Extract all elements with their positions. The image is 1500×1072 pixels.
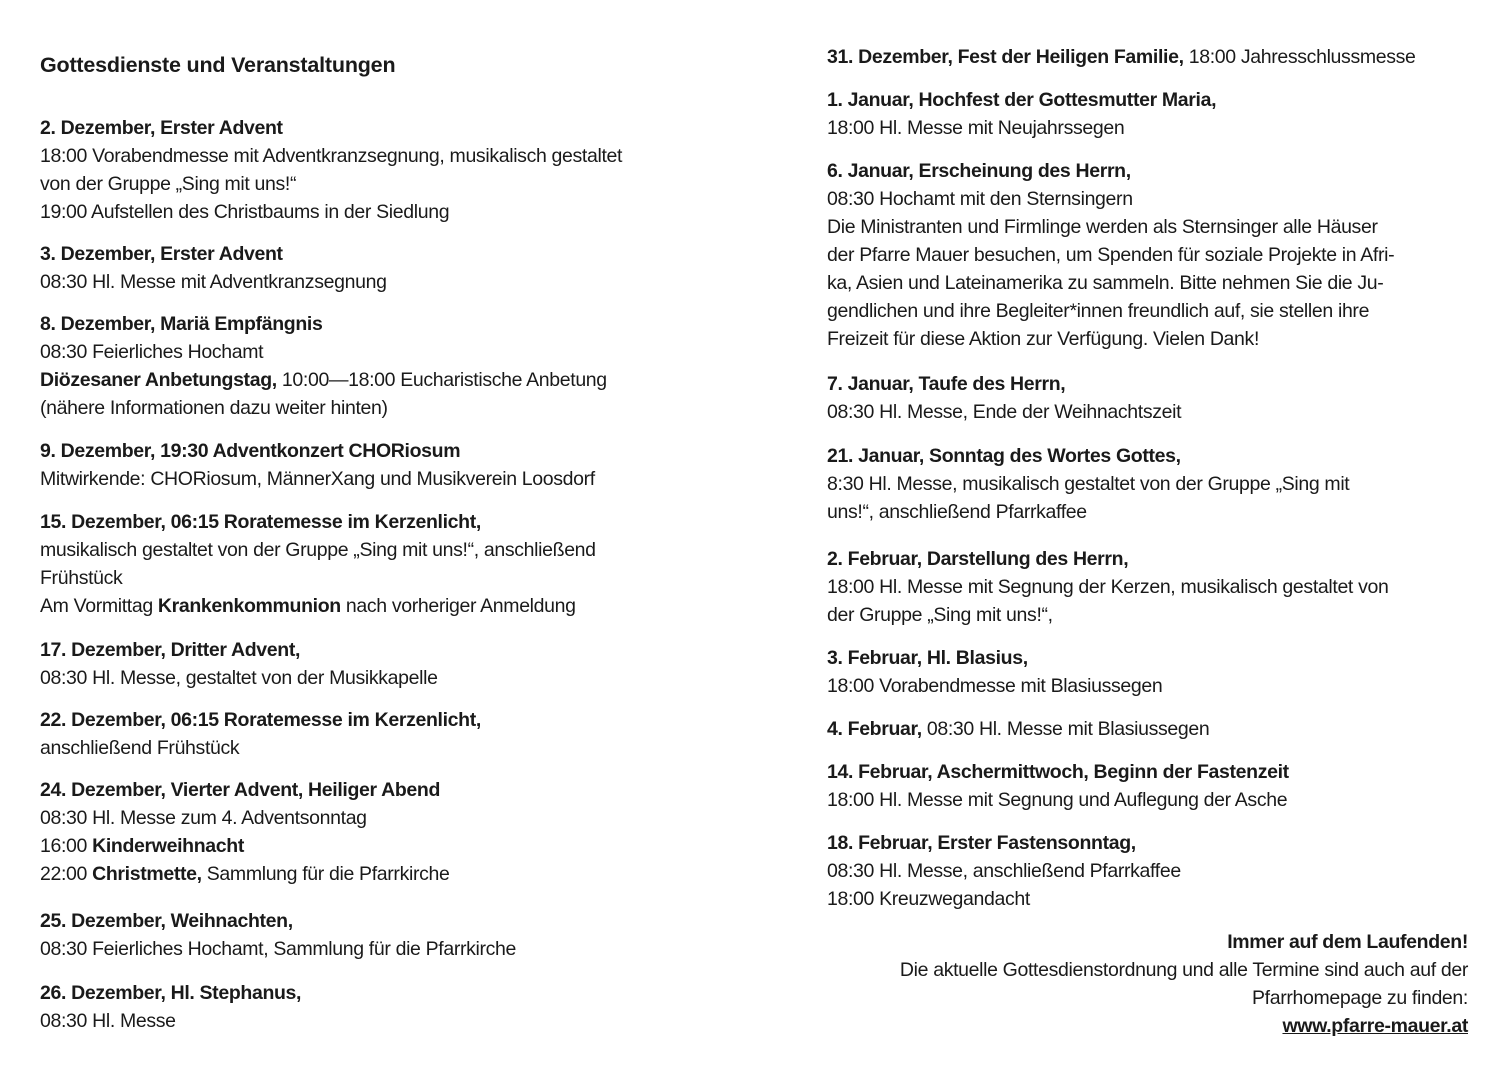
bold-text: 6. Januar, Erscheinung des Herrn, <box>827 160 1131 182</box>
bold-text: 8. Dezember, Mariä Empfängnis <box>40 313 323 335</box>
text: 18:00 Hl. Messe mit Segnung und Auflegung der Asche <box>827 789 1288 811</box>
event-heading <box>40 776 440 804</box>
event-detail <box>827 885 1030 913</box>
text: 22:00 <box>40 863 93 885</box>
bold-text: 24. Dezember, Vierter Advent, Heiliger Abend <box>40 779 441 801</box>
event-detail <box>40 860 449 888</box>
text: 08:30 Hl. Messe <box>40 1010 176 1032</box>
text: 08:30 Hl. Messe mit Adventkranzsegnung <box>40 271 387 293</box>
event-heading <box>827 715 1209 743</box>
bold-text: 21. Januar, Sonntag des Wortes Gottes, <box>827 445 1181 467</box>
text: der Gruppe „Sing mit uns!“, <box>827 604 1053 626</box>
text: 10:00—18:00 Eucharistische Anbetung <box>276 369 607 391</box>
text: 08:30 Hl. Messe zum 4. Adventsonntag <box>40 807 367 829</box>
bold-text: 14. Februar, Aschermittwoch, Beginn der Fastenzeit <box>827 761 1289 783</box>
text: von der Gruppe „Sing mit uns!“ <box>40 173 297 195</box>
bold-text: 26. Dezember, Hl. Stephanus, <box>40 982 302 1004</box>
event-detail <box>827 114 1124 142</box>
text: (nähere Informationen dazu weiter hinten) <box>40 397 388 419</box>
text: 08:30 Feierliches Hochamt, Sammlung für die Pfarrkirche <box>40 938 517 960</box>
text: uns!“, anschließend Pfarrkaffee <box>827 501 1087 523</box>
bold-text: 31. Dezember, Fest der Heiligen Familie, <box>827 46 1184 68</box>
event-detail <box>827 601 1053 629</box>
page-title: Gottesdienste und Veranstaltungen <box>40 53 396 77</box>
event-detail <box>827 269 1383 297</box>
text: der Pfarre Mauer besuchen, um Spenden für soziale Projekte in Afri- <box>827 244 1395 266</box>
bold-text: 7. Januar, Taufe des Herrn, <box>827 373 1066 395</box>
bold-text: Christmette, <box>92 863 202 885</box>
bold-text: 22. Dezember, 06:15 Roratemesse im Kerzenlicht, <box>40 709 481 731</box>
event-heading <box>827 157 1131 185</box>
event-detail <box>40 734 239 762</box>
event-heading <box>40 310 322 338</box>
event-heading <box>827 545 1128 573</box>
text: 8:30 Hl. Messe, musikalisch gestaltet von der Gruppe „Sing mit <box>827 473 1350 495</box>
event-detail <box>40 935 516 963</box>
homepage-link[interactable]: www.pfarre-mauer.at <box>1282 1015 1468 1037</box>
text: 18:00 Jahresschlussmesse <box>1183 46 1416 68</box>
text: ka, Asien und Lateinamerika zu sammeln. Bitte nehmen Sie die Ju- <box>827 272 1384 294</box>
bold-text: 2. Dezember, Erster Advent <box>40 117 283 139</box>
event-detail <box>40 832 244 860</box>
text: 18:00 Kreuzwegandacht <box>827 888 1030 910</box>
event-detail <box>827 786 1287 814</box>
footer-notice <box>900 928 1468 1040</box>
text: 19:00 Aufstellen des Christbaums in der Siedlung <box>40 201 450 223</box>
bold-text: Kinderweihnacht <box>92 835 244 857</box>
event-heading <box>40 907 293 935</box>
event-detail <box>40 592 576 620</box>
event-heading <box>827 86 1216 114</box>
event-detail <box>827 498 1087 526</box>
event-heading <box>40 636 300 664</box>
text: 18:00 Vorabendmesse mit Adventkranzsegnung, musikalisch gestaltet <box>40 145 623 167</box>
event-detail <box>827 213 1378 241</box>
event-detail <box>40 338 263 366</box>
event-heading <box>827 829 1136 857</box>
text: 08:30 Hl. Messe, gestaltet von der Musikkapelle <box>40 667 438 689</box>
text: gendlichen und ihre Begleiter*innen freundlich auf, sie stellen ihre <box>827 300 1370 322</box>
footer-text-line-1: Die aktuelle Gottesdienstordnung und alle Termine sind auch auf der <box>899 959 1468 981</box>
bold-text: 3. Februar, Hl. Blasius, <box>827 647 1028 669</box>
text: 08:30 Hl. Messe mit Blasiussegen <box>921 718 1210 740</box>
text: anschließend Frühstück <box>40 737 240 759</box>
text: Sammlung für die Pfarrkirche <box>201 863 450 885</box>
footer-heading: Immer auf dem Laufenden! <box>1227 931 1468 953</box>
footer-text-line-2: Pfarrhomepage zu finden: <box>1252 987 1468 1009</box>
text: 08:30 Feierliches Hochamt <box>40 341 264 363</box>
bold-text: 15. Dezember, 06:15 Roratemesse im Kerzenlicht, <box>40 511 481 533</box>
event-detail <box>827 470 1349 498</box>
event-heading <box>40 706 481 734</box>
bold-text: 17. Dezember, Dritter Advent, <box>40 639 301 661</box>
event-detail <box>827 573 1388 601</box>
text: 18:00 Hl. Messe mit Neujahrssegen <box>827 117 1125 139</box>
event-detail <box>827 241 1394 269</box>
event-detail <box>827 857 1181 885</box>
event-heading <box>40 240 283 268</box>
text: nach vorheriger Anmeldung <box>340 595 576 617</box>
text: 08:30 Hl. Messe, anschließend Pfarrkaffee <box>827 860 1181 882</box>
bold-text: 3. Dezember, Erster Advent <box>40 243 283 265</box>
event-detail <box>827 185 1133 213</box>
bold-text: Diözesaner Anbetungstag, <box>40 369 277 391</box>
text: 16:00 <box>40 835 93 857</box>
event-heading <box>827 43 1416 71</box>
bold-text: 1. Januar, Hochfest der Gottesmutter Maria, <box>827 89 1217 111</box>
event-detail <box>827 398 1181 426</box>
event-detail <box>40 536 596 564</box>
text: Die Ministranten und Firmlinge werden als Sternsinger alle Häuser <box>827 216 1378 238</box>
text: Frühstück <box>40 567 123 589</box>
event-detail <box>40 564 122 592</box>
event-heading <box>40 508 481 536</box>
event-detail <box>40 1007 176 1035</box>
text: 08:30 Hl. Messe, Ende der Weihnachtszeit <box>827 401 1182 423</box>
event-detail <box>40 268 387 296</box>
event-heading <box>827 370 1065 398</box>
text: Am Vormittag <box>40 595 158 617</box>
event-heading <box>40 114 283 142</box>
event-detail <box>40 142 622 170</box>
bold-text: 25. Dezember, Weihnachten, <box>40 910 293 932</box>
text: Mitwirkende: CHORiosum, MännerXang und Musikverein Loosdorf <box>40 468 595 490</box>
text: 08:30 Hochamt mit den Sternsingern <box>827 188 1133 210</box>
text: 18:00 Vorabendmesse mit Blasiussegen <box>827 675 1163 697</box>
event-heading <box>40 437 460 465</box>
bold-text: 18. Februar, Erster Fastensonntag, <box>827 832 1136 854</box>
bold-text: 4. Februar, <box>827 718 922 740</box>
text: musikalisch gestaltet von der Gruppe „Sing mit uns!“, anschließend <box>40 539 596 561</box>
bold-text: Krankenkommunion <box>157 595 341 617</box>
bold-text: 9. Dezember, 19:30 Adventkonzert CHORiosum <box>40 440 461 462</box>
text: 18:00 Hl. Messe mit Segnung der Kerzen, musikalisch gestaltet von <box>827 576 1389 598</box>
text: Freizeit für diese Aktion zur Verfügung. Vielen Dank! <box>827 328 1260 350</box>
event-heading <box>827 644 1028 672</box>
event-detail <box>40 664 438 692</box>
event-detail <box>40 465 595 493</box>
event-detail <box>40 170 296 198</box>
event-detail <box>827 297 1369 325</box>
event-detail <box>827 325 1259 353</box>
event-detail <box>40 804 367 832</box>
event-heading <box>827 758 1289 786</box>
event-detail <box>827 672 1162 700</box>
event-detail <box>40 198 449 226</box>
event-heading <box>827 442 1181 470</box>
event-heading <box>40 979 301 1007</box>
event-heading <box>40 366 607 394</box>
bold-text: 2. Februar, Darstellung des Herrn, <box>827 548 1129 570</box>
event-detail <box>40 394 388 422</box>
